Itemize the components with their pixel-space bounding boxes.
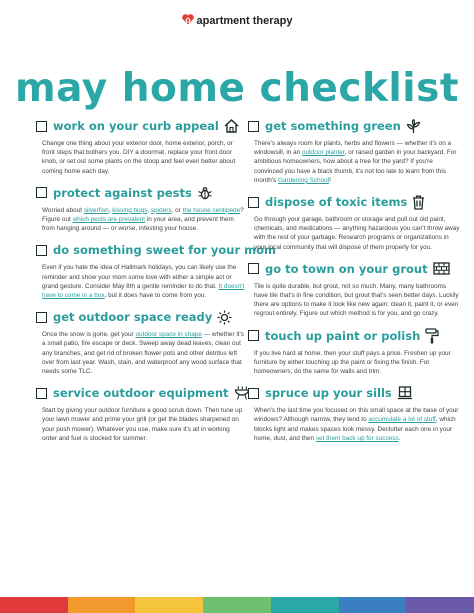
checklist-item-work-on-your-curb-appeal xyxy=(36,118,246,176)
checklist-item-title: get something green xyxy=(265,119,401,133)
description-text: . xyxy=(398,434,401,442)
color-stripe-segment xyxy=(68,597,136,613)
description-text: ! xyxy=(329,176,331,184)
plant-icon xyxy=(406,119,421,134)
checklist-item-do-something-sweet-for-your-mom xyxy=(36,242,276,300)
description-text: Tile is quite durable, but grout, not so much. Many, many bathrooms have tile that's in fine condition, but grout that's seen better days. Luckily there are options to make it look like new again: clean it, paint it, or even regrout entirely. Figure out which method is for you, and go crazy. xyxy=(254,282,459,318)
checklist-item-header xyxy=(248,385,460,401)
checklist-item-title: get outdoor space ready xyxy=(53,310,213,325)
description-text: , but it does have to come from you. xyxy=(104,292,207,300)
checklist-item-header xyxy=(248,328,460,344)
description-text: , xyxy=(147,206,151,214)
page-title: may home checklist xyxy=(15,66,459,111)
checklist-item-protect-against-pests xyxy=(36,185,246,234)
inline-link[interactable]: the house centipede xyxy=(182,206,241,214)
checklist-item-get-outdoor-space-ready xyxy=(36,309,246,376)
checklist-item-description xyxy=(36,206,246,234)
description-text: Go through your garage, bathroom or storage and pull out old paint, chemicals, and medications — anything hazardous you can't throw away with the rest of your garbage. Research programs or organizations in your local community that will dispose of them properly for you. xyxy=(254,216,460,251)
checkbox[interactable] xyxy=(248,388,259,399)
description-text: Even if you hate the idea of Hallmark holidays, you can likely use the reminder and show your mom some love with either a simple act or grand gesture. Consider May 8th a gentle reminder to do that. xyxy=(42,264,237,290)
checklist-item-header xyxy=(36,242,276,258)
sun-icon xyxy=(217,310,232,325)
color-stripe-segment xyxy=(203,597,271,613)
checklist-item-dispose-of-toxic-items xyxy=(248,194,460,252)
checklist-item-go-to-town-on-your-grout xyxy=(248,261,460,319)
checklist-item-description xyxy=(248,282,460,319)
description-text: If you live hard at home, then your stuff pays a price. Freshen up your furniture by either touching up the paint or fixing the finish. For homeowners, do the same for walls and trim. xyxy=(254,349,451,376)
checklist-item-header xyxy=(36,309,246,325)
checklist-item-header xyxy=(36,385,246,401)
inline-link[interactable]: Gardening School xyxy=(277,176,330,184)
checklist-item-description xyxy=(248,139,460,185)
description-text: Worried about xyxy=(42,206,84,214)
color-stripe-segment xyxy=(135,597,203,613)
checklist-item-description xyxy=(248,349,460,377)
description-text: Start by giving your outdoor furniture a good scrub down. Then tune up your lawn mower and prime your grill (or get the blades sharpened on your push mower). Whatever you use, make sure it's all in working order and fuel is stocked for summer. xyxy=(42,407,243,442)
window-icon xyxy=(397,386,413,400)
bug-icon xyxy=(197,186,213,200)
checkbox[interactable] xyxy=(36,388,47,399)
apartment-therapy-logo-icon xyxy=(182,14,194,25)
checklist-item-description xyxy=(248,215,460,252)
inline-link[interactable]: kissing bugs xyxy=(112,206,148,214)
checklist-item-title: touch up paint or polish xyxy=(265,328,421,343)
description-text: in your area, and prevent them from hanging around — or worse, infesting your house. xyxy=(42,216,234,233)
checklist-item-header xyxy=(36,185,246,201)
checklist-item-description xyxy=(36,406,246,443)
checkbox[interactable] xyxy=(248,263,259,274)
inline-link[interactable]: spiders xyxy=(150,206,172,214)
color-stripe-segment xyxy=(339,597,407,613)
checklist-item-title: service outdoor equipment xyxy=(53,386,229,401)
checklist-item-touch-up-paint-or-polish xyxy=(248,328,460,377)
checklist-item-header xyxy=(248,261,460,277)
paint-roller-icon xyxy=(425,328,439,344)
description-text: — whether it's a small patio, fire escape or deck. Sweep away dead leaves, clean out any branches, and get rid of broken flower pots and other detritus left over from last year. Wash, stain, and waterproof any wood surface that needs some TLC. xyxy=(42,331,244,376)
checklist-item-get-something-green xyxy=(248,118,460,185)
checklist-item-title: spruce up your sills xyxy=(265,386,392,401)
checklist-item-spruce-up-your-sills xyxy=(248,385,460,443)
brand-header xyxy=(0,14,474,27)
checkbox[interactable] xyxy=(36,245,47,256)
description-text: , or xyxy=(171,206,183,214)
house-icon xyxy=(224,119,239,133)
checklist-item-header xyxy=(36,118,246,134)
checklist-item-description xyxy=(36,330,246,376)
checklist-item-title: protect against pests xyxy=(53,185,192,200)
checkbox[interactable] xyxy=(36,187,47,198)
checklist-item-description xyxy=(36,139,246,176)
color-stripe-segment xyxy=(406,597,474,613)
checklist-item-description xyxy=(36,263,246,300)
inline-link[interactable]: which pests are prevalent xyxy=(72,216,146,224)
description-text: When's the last time you focused on this small space at the base of your windows? Although narrow, they tend to xyxy=(254,407,459,424)
trash-icon xyxy=(412,195,425,210)
checklist-item-header xyxy=(248,194,460,210)
brand-name: apartment therapy xyxy=(196,15,293,27)
checkbox[interactable] xyxy=(248,121,259,132)
inline-link[interactable]: It doesn't have to come in a box xyxy=(42,282,245,300)
checklist-item-title: go to town on your grout xyxy=(265,261,428,276)
checklist-item-description xyxy=(248,406,460,443)
color-stripe-segment xyxy=(271,597,339,613)
description-text: , or raised garden in your backyard. For ambitious homeowners, how about a tree for the yard? If you're convinced you have a black thumb, it's not too late to learn from this month's xyxy=(254,149,457,184)
checklist-item-title: work on your curb appeal xyxy=(53,119,219,133)
description-text: , xyxy=(108,206,113,214)
checklist-item-title: do something sweet for your mom xyxy=(53,243,276,258)
checklist-item-title: dispose of toxic items xyxy=(265,195,408,210)
inline-link[interactable]: outdoor space in shape xyxy=(135,331,202,339)
color-stripe xyxy=(0,597,474,613)
description-text: , which blocks light and makes spaces look messy. Declutter each one in your home, dust, and then xyxy=(254,416,456,442)
checklist-item-header xyxy=(248,118,460,134)
color-stripe-segment xyxy=(0,597,68,613)
checkbox[interactable] xyxy=(248,330,259,341)
description-text: Change one thing about your exterior door, home exterior, porch, or front steps that bothers you. DIY a doormat, replace your front door knob, or set out some plants on the stoop and feel even better about coming home each day. xyxy=(42,140,236,175)
description-text: Once the snow is gone, get your xyxy=(42,331,136,339)
inline-link[interactable]: accumulate a lot of stuff xyxy=(368,416,436,424)
inline-link[interactable]: set them back up for success xyxy=(315,434,399,442)
description-text: ? Figure out xyxy=(42,206,244,224)
inline-link[interactable]: silverfish xyxy=(83,206,109,214)
checkbox[interactable] xyxy=(248,197,259,208)
checkbox[interactable] xyxy=(36,312,47,323)
inline-link[interactable]: outdoor planter xyxy=(301,149,345,157)
description-text: There's always room for plants, herbs and flowers — whether it's on a windowsill, in an xyxy=(254,140,452,157)
left-column xyxy=(36,118,276,452)
checkbox[interactable] xyxy=(36,121,47,132)
checklist-item-service-outdoor-equipment xyxy=(36,385,246,443)
right-column xyxy=(248,118,460,452)
tile-icon xyxy=(433,262,450,275)
